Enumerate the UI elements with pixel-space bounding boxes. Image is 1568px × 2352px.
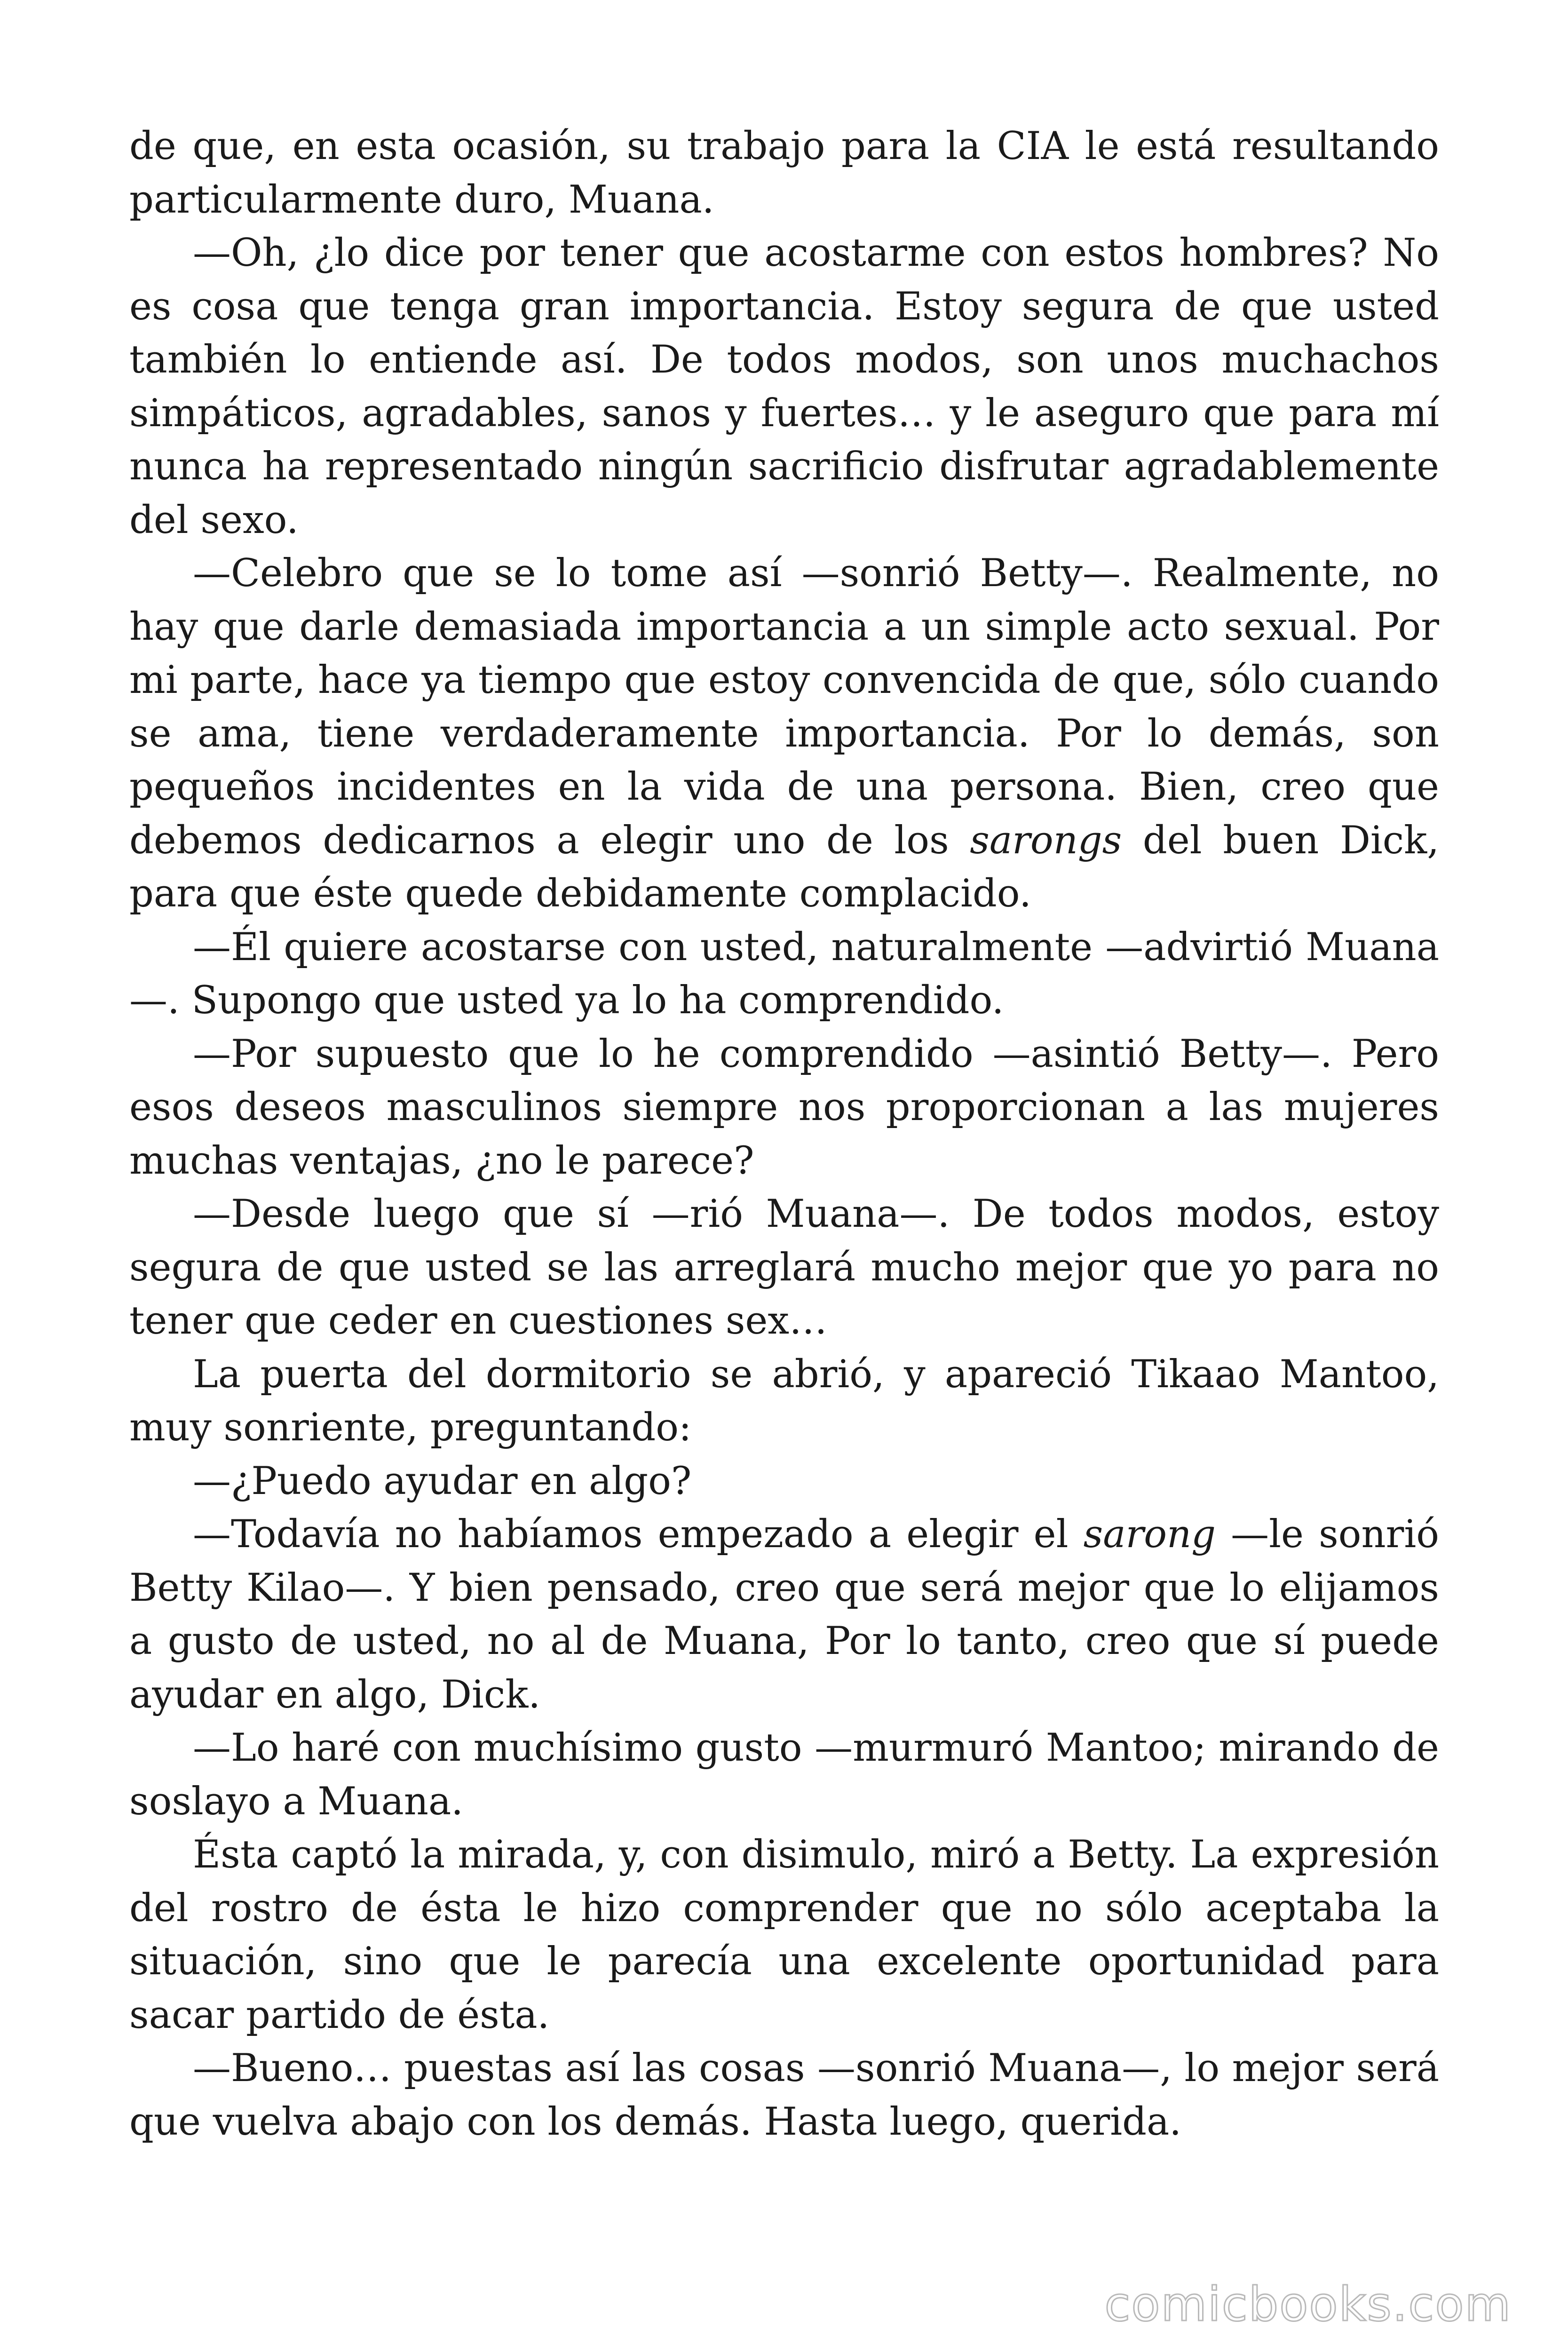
paragraph-2: —Oh, ¿lo dice por tener que acostarme con estos hombres? No es cosa que tenga gran importancia. Estoy segura de que usted también lo entiende así. De todos modos, son unos muchachos simpáticos, agradables, sanos y fuertes… y le aseguro que para mí nunca ha representado ningún sacrificio disfrutar agradablemente del sexo.	[129, 231, 1439, 542]
italic-word: sarong	[1083, 1512, 1216, 1557]
body-text	[129, 120, 1439, 2149]
watermark: comicbooks.com	[1104, 2277, 1512, 2332]
paragraph-3: —Celebro que se lo tome así —sonrió Betty—. Realmente, no hay que darle demasiada importancia a un simple acto sexual. Por mi parte, hace ya tiempo que estoy convencida de que, sólo cuando se ama, tiene verdaderamente importancia. Por lo demás, son pequeños incidentes en la vida de una persona. Bien, creo que debemos dedicarnos a elegir uno de los sarongs del buen Dick, para que éste quede debidamente complacido.	[129, 551, 1439, 916]
paragraph-6: —Desde luego que sí —rió Muana—. De todos modos, estoy segura de que usted se las arreglará mucho mejor que yo para no tener que ceder en cuestiones sex…	[129, 1192, 1439, 1343]
italic-word: sarongs	[970, 818, 1122, 863]
paragraph-12: —Bueno… puestas así las cosas —sonrió Muana—, lo mejor será que vuelva abajo con los demás. Hasta luego, querida.	[129, 2046, 1439, 2144]
paragraph-7: La puerta del dormitorio se abrió, y apareció Tikaao Mantoo, muy sonriente, preguntando:	[129, 1352, 1439, 1450]
paragraph-4: —Él quiere acostarse con usted, naturalmente —advirtió Muana —. Supongo que usted ya lo ha comprendido.	[129, 925, 1439, 1023]
paragraph-5: —Por supuesto que lo he comprendido —asintió Betty—. Pero esos deseos masculinos siempre nos proporcionan a las mujeres muchas ventajas, ¿no le parece?	[129, 1032, 1439, 1183]
paragraph-11: Ésta captó la mirada, y, con disimulo, miró a Betty. La expresión del rostro de ésta le hizo comprender que no sólo aceptaba la situación, sino que le parecía una excelente oportunidad para sacar partido de ésta.	[129, 1833, 1439, 2037]
paragraph-1: de que, en esta ocasión, su trabajo para la CIA le está resultando particularmente duro, Muana.	[129, 124, 1439, 222]
paragraph-10: —Lo haré con muchísimo gusto —murmuró Mantoo; mirando de soslayo a Muana.	[129, 1726, 1439, 1824]
paragraph-9: —Todavía no habíamos empezado a elegir el sarong —le sonrió Betty Kilao—. Y bien pensado, creo que será mejor que lo elijamos a gusto de usted, no al de Muana, Por lo tanto, creo que sí puede ayudar en algo, Dick.	[129, 1512, 1440, 1717]
paragraph-8: —¿Puedo ayudar en algo?	[193, 1459, 692, 1503]
